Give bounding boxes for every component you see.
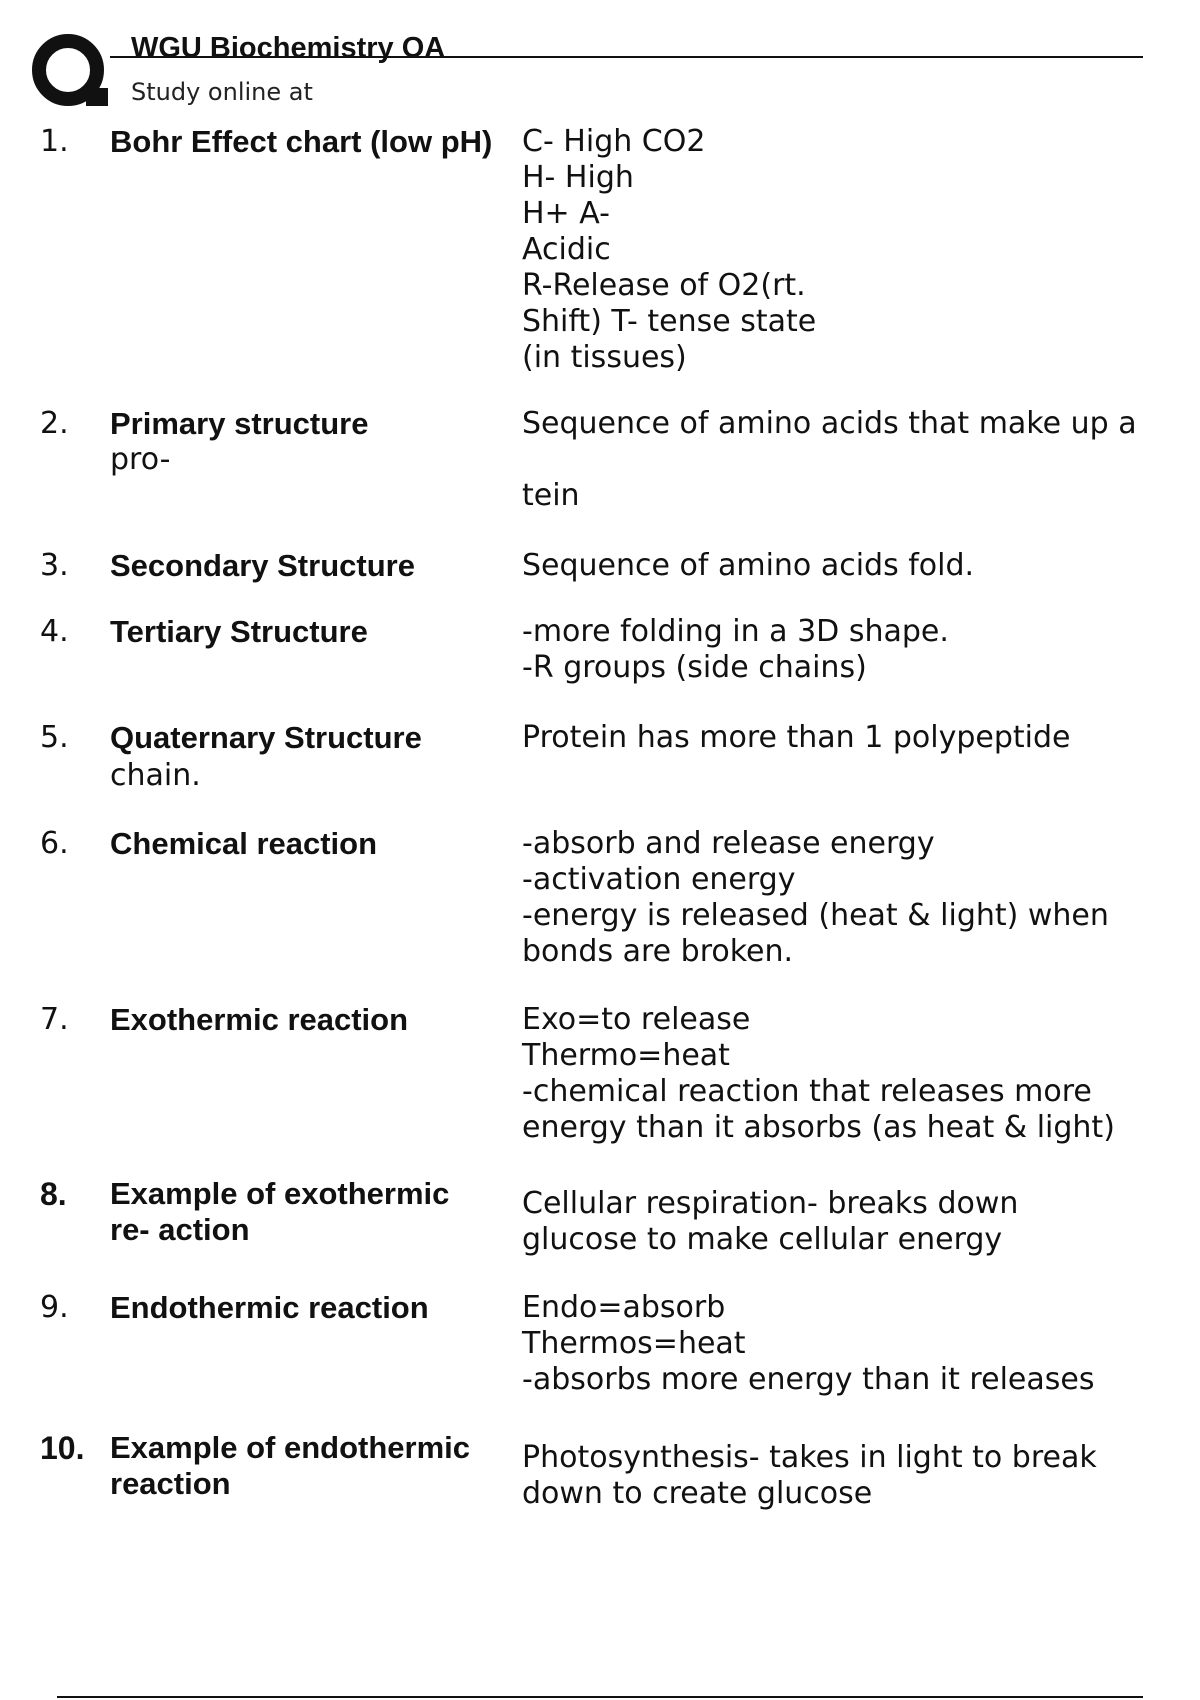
card-term: Chemical reaction [110,826,378,861]
definition-line: -R groups (side chains) [522,650,867,685]
card-term: Primary structure [110,406,369,441]
card-term: Bohr Effect chart (low pH) [110,124,493,159]
definition-line: Exo=to release [522,1002,751,1037]
definition-line: Thermo=heat [522,1038,730,1073]
term-line: re- action [110,1212,250,1247]
definition-line: C- High CO2 [522,124,706,159]
card-definition [522,124,1192,376]
definition-line: energy than it absorbs (as heat & light) [522,1110,1115,1145]
card-definition [522,1290,1192,1398]
card-term [110,1430,520,1502]
card-term: Secondary Structure [110,548,415,583]
definition-line: Thermos=heat [522,1326,746,1361]
definition-line: Acidic [522,232,611,267]
card-definition [522,1186,1192,1258]
card-number: 4. [40,614,69,649]
card-term: Quaternary Structure [110,720,422,755]
definition-line: Photosynthesis- takes in light to break [522,1440,1097,1475]
term-line: Example of exothermic [110,1176,450,1211]
definition-line: Shift) T- tense state [522,304,817,339]
header-divider [110,56,1143,58]
definition-line: down to create glucose [522,1476,873,1511]
definition-line: -activation energy [522,862,796,897]
card-number: 10. [40,1430,85,1466]
definition-line: R-Release of O2(rt. [522,268,806,303]
card-definition [522,548,1192,584]
definition-line: H+ A- [522,196,610,231]
card-number: 1. [40,124,69,159]
study-online-text: Study online at [131,78,313,106]
definition-line: -more folding in a 3D shape. [522,614,949,649]
definition-line: -absorbs more energy than it releases [522,1362,1095,1397]
card-number: 6. [40,826,69,861]
card-term: Endothermic reaction [110,1290,429,1325]
definition-line: bonds are broken. [522,934,794,969]
term-line: reaction [110,1466,231,1501]
card-definition [522,826,1192,970]
definition-line: -chemical reaction that releases more [522,1074,1092,1109]
card-definition [522,1440,1192,1512]
card-number: 9. [40,1290,69,1325]
card-term-continuation: pro- [110,442,171,477]
card-term-continuation: chain. [110,758,201,793]
definition-line [522,442,1192,478]
card-number: 8. [40,1176,67,1212]
card-definition [522,720,1192,756]
document-title: WGU Biochemistry OA [131,32,446,64]
card-term: Tertiary Structure [110,614,368,649]
definition-line: Sequence of amino acids fold. [522,548,975,583]
definition-line: Endo=absorb [522,1290,726,1325]
definition-line: Cellular respiration- breaks down [522,1186,1019,1221]
card-number: 7. [40,1002,69,1037]
definition-line: tein [522,478,580,513]
term-line: Example of endothermic [110,1430,471,1465]
card-definition [522,614,1192,686]
definition-line: H- High [522,160,634,195]
card-definition [522,406,1192,514]
definition-line: (in tissues) [522,340,687,375]
card-definition [522,1002,1192,1146]
card-number: 2. [40,406,69,441]
card-number: 5. [40,720,69,755]
definition-line: -absorb and release energy [522,826,935,861]
definition-line: Sequence of amino acids that make up a [522,406,1137,441]
card-number: 3. [40,548,69,583]
definition-line: glucose to make cellular energy [522,1222,1003,1257]
definition-line: Protein has more than 1 polypeptide [522,720,1071,755]
q-logo-icon [30,30,110,110]
footer-divider [57,1696,1143,1698]
definition-line: -energy is released (heat & light) when [522,898,1109,933]
card-term [110,1176,520,1248]
card-term: Exothermic reaction [110,1002,409,1037]
